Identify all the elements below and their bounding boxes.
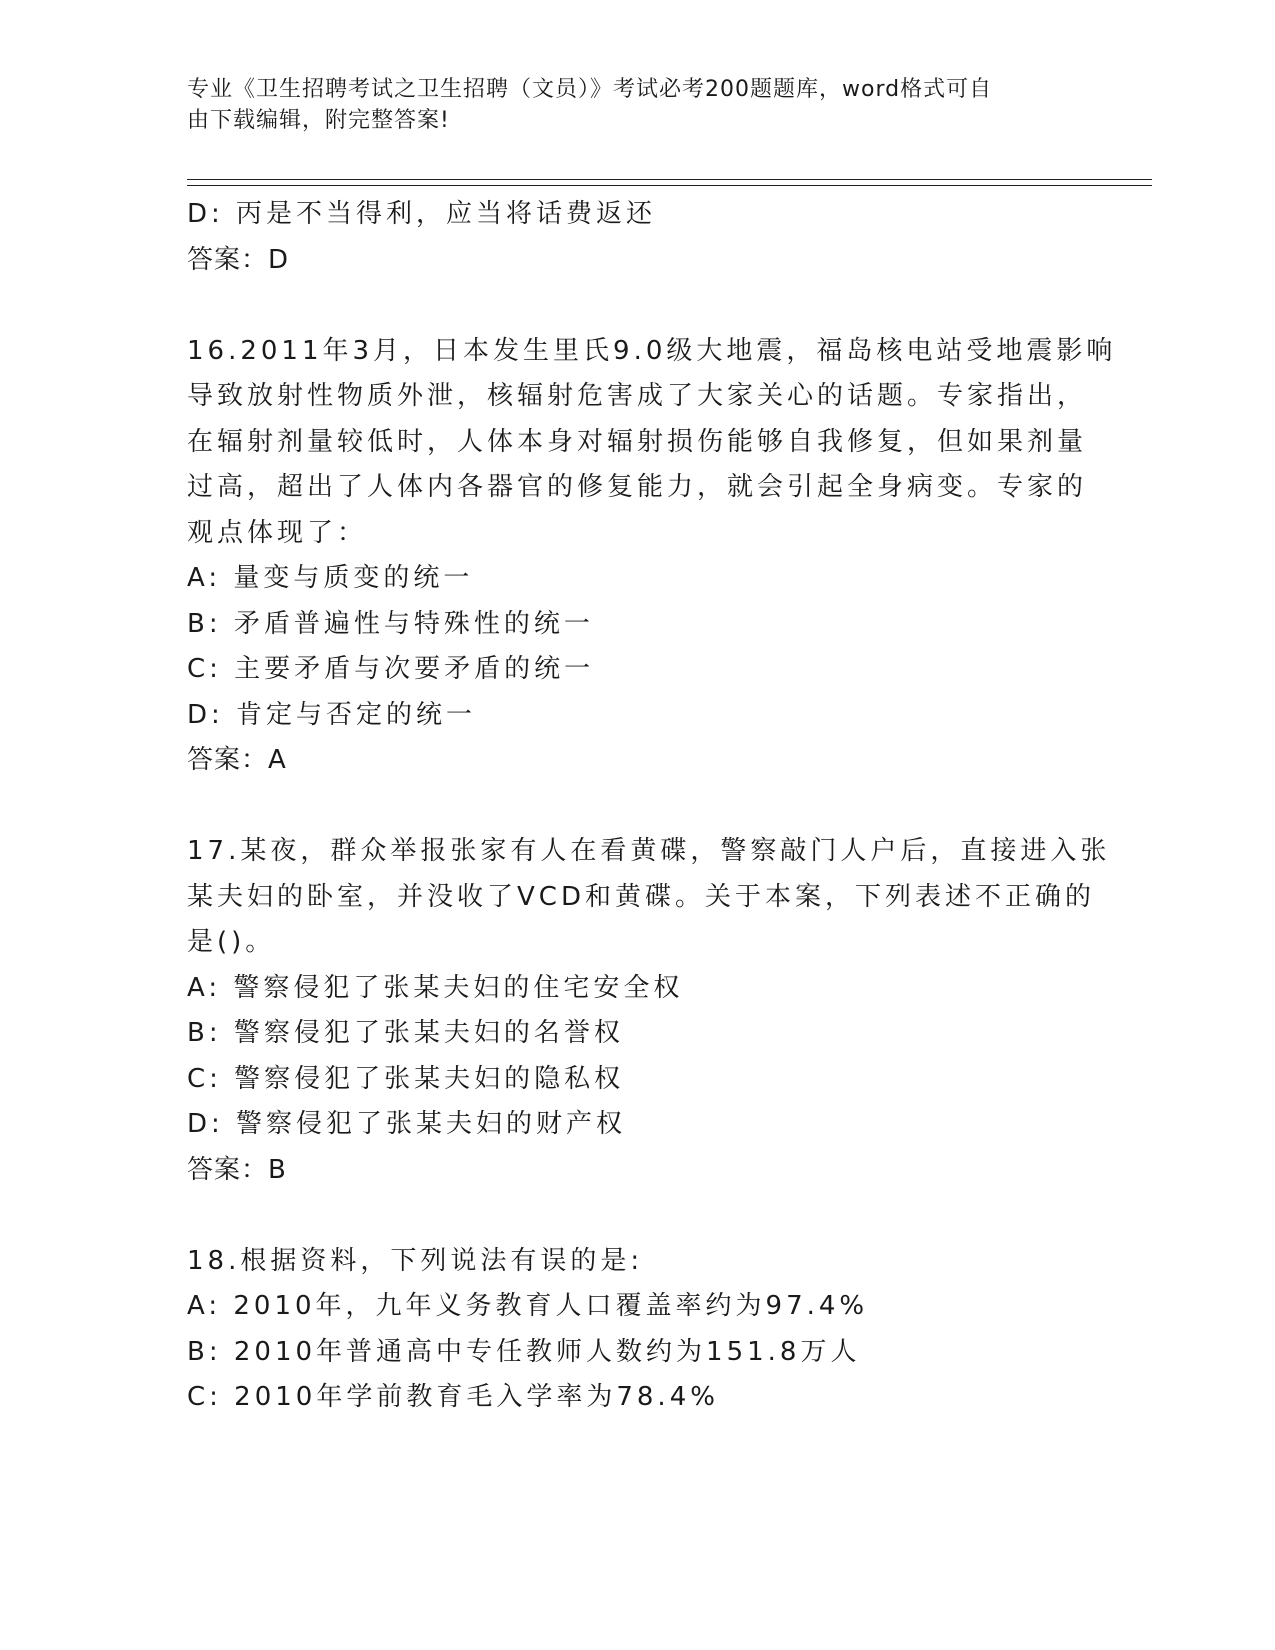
question-stem-line: 17.某夜，群众举报张家有人在看黄碟，警察敲门人户后，直接进入张 <box>187 836 1111 866</box>
question-stem-line: 在辐射剂量较低时，人体本身对辐射损伤能够自我修复，但如果剂量 <box>187 426 1088 457</box>
spacer <box>187 784 1087 830</box>
document-header <box>187 74 1087 136</box>
option-d: D: 丙是不当得利，应当将话费返还 <box>187 199 657 229</box>
question-stem-line: 导致放射性物质外泄，核辐射危害成了大家关心的话题。专家指出， <box>187 381 1088 411</box>
option-c: C: 2010年学前教育毛入学率为78.4% <box>187 1382 719 1412</box>
question-stem-line: 观点体现了： <box>187 517 368 548</box>
question-stem-line: 16.2011年3月，日本发生里氏9.0级大地震，福岛核电站受地震影响 <box>187 335 1117 366</box>
option-a: A: 警察侵犯了张某夫妇的住宅安全权 <box>187 972 684 1003</box>
header-divider <box>187 179 1152 186</box>
option-b: B: 警察侵犯了张某夫妇的名誉权 <box>187 1018 624 1048</box>
spacer <box>187 1193 1087 1239</box>
question-18 <box>187 1239 1087 1421</box>
header-line-2: 由下载编辑，附完整答案! <box>187 108 450 133</box>
question-16 <box>187 329 1117 784</box>
option-c: C: 主要矛盾与次要矛盾的统一 <box>187 654 595 684</box>
document-body <box>187 192 1117 1421</box>
option-a: A: 2010年，九年义务教育人口覆盖率约为97.4% <box>187 1291 869 1321</box>
question-17 <box>187 829 1111 1193</box>
header-line-1: 专业《卫生招聘考试之卫生招聘（文员）》考试必考200题题库，word格式可自 <box>187 77 993 102</box>
option-a: A: 量变与质变的统一 <box>187 563 474 593</box>
answer-line: 答案：A <box>187 745 287 775</box>
option-d: D: 警察侵犯了张某夫妇的财产权 <box>187 1109 627 1139</box>
question-stem-line: 是()。 <box>187 927 276 957</box>
question-stem-line: 过高，超出了人体内各器官的修复能力，就会引起全身病变。专家的 <box>187 472 1088 502</box>
answer-line: 答案：D <box>187 244 290 275</box>
option-d: D: 肯定与否定的统一 <box>187 699 477 730</box>
spacer <box>187 283 1087 329</box>
question-stem-line: 18.根据资料，下列说法有误的是: <box>187 1245 644 1276</box>
option-c: C: 警察侵犯了张某夫妇的隐私权 <box>187 1063 625 1094</box>
question-stem-line: 某夫妇的卧室，并没收了VCD和黄碟。关于本案，下列表述不正确的 <box>187 881 1095 912</box>
option-b: B: 矛盾普遍性与特殊性的统一 <box>187 608 594 639</box>
answer-line: 答案：B <box>187 1154 287 1185</box>
option-b: B: 2010年普通高中专任教师人数约为151.8万人 <box>187 1336 861 1367</box>
